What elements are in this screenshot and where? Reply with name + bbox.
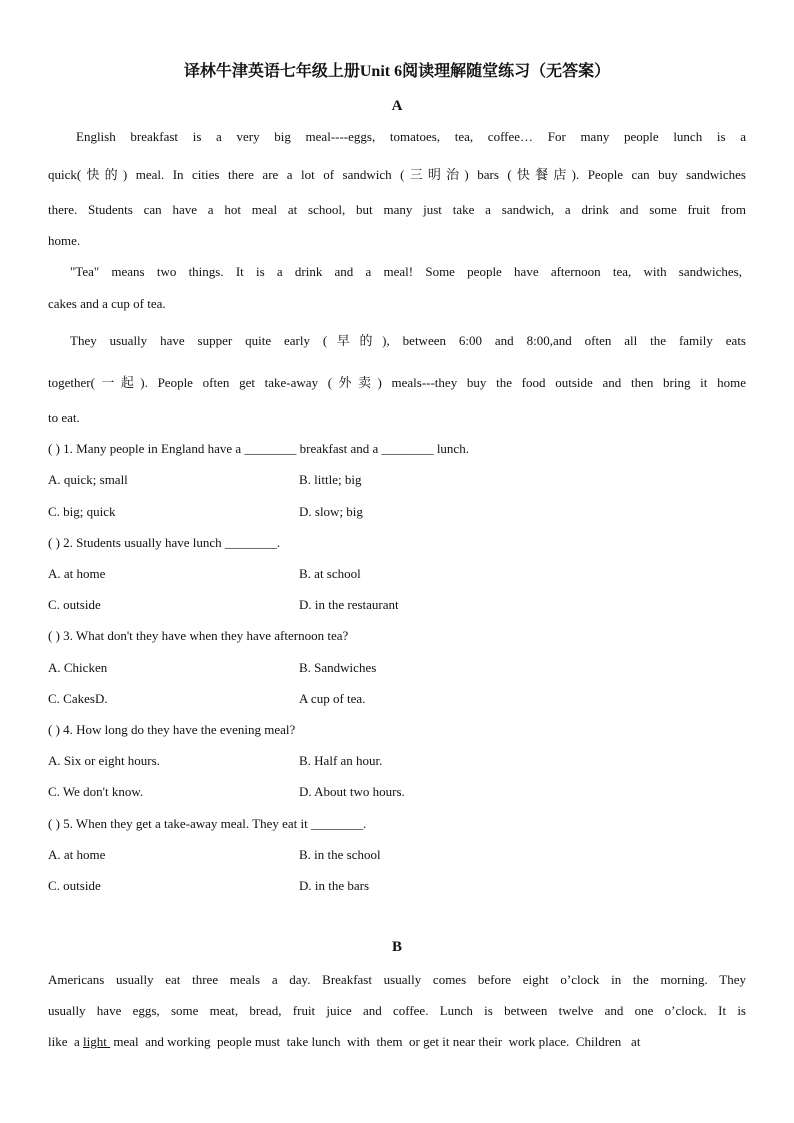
passage-b-line-3 (48, 1034, 746, 1050)
passage-a-line-6: cakes and a cup of tea. (48, 296, 166, 311)
passage-a-line-1: English breakfast is a very big meal----eggs, tomatoes, tea, coffee… For many people lunch is a (76, 129, 746, 144)
passage-a-line-3: there. Students can have a hot meal at school, but many just take a sandwich, a drink and some fruit from (48, 202, 746, 217)
question-1-option-b: B. little; big (299, 472, 362, 487)
question-2-option-a: A. at home (48, 566, 106, 581)
section-b-heading: B (391, 939, 402, 955)
question-4-stem: ( ) 4. How long do they have the evening meal? (48, 722, 296, 737)
passage-a-line-9: to eat. (48, 410, 80, 425)
question-3-stem: ( ) 3. What don't they have when they have afternoon tea? (48, 628, 349, 643)
question-1-stem: ( ) 1. Many people in England have a ________ breakfast and a ________ lunch. (48, 441, 469, 456)
question-4-option-d: D. About two hours. (299, 784, 405, 799)
passage-a-line-2: quick(快的) meal. In cities there are a lot of sandwich (三明治) bars (快餐店). People can buy sandwiches (48, 167, 746, 182)
passage-b-line-3-start: like a (48, 1034, 84, 1049)
passage-b-line-1: Americans usually eat three meals a day. Breakfast usually comes before eight o’clock in the morning. They (48, 972, 746, 987)
underlined-word-light: light (83, 1034, 111, 1049)
question-3-option-d: A cup of tea. (299, 691, 366, 706)
question-2-stem: ( ) 2. Students usually have lunch ________. (48, 535, 281, 550)
passage-b-line-3-end: meal and working people must take lunch with them or get it near their work place. Children at (110, 1034, 641, 1049)
passage-b-line-2: usually have eggs, some meat, bread, fruit juice and coffee. Lunch is between twelve and one o’clock. It is (48, 1003, 746, 1018)
question-3-option-c: C. CakesD. (48, 691, 108, 706)
question-2-option-d: D. in the restaurant (299, 597, 399, 612)
passage-a-line-7: They usually have supper quite early (早的), between 6:00 and 8:00,and often all the family eats (70, 333, 746, 348)
question-2-option-b: B. at school (299, 566, 361, 581)
passage-a-line-4: home. (48, 233, 81, 248)
question-5-option-b: B. in the school (299, 847, 381, 862)
question-1-option-c: C. big; quick (48, 504, 116, 519)
question-1-option-d: D. slow; big (299, 504, 363, 519)
question-5-option-c: C. outside (48, 878, 101, 893)
passage-a-line-8: together(一起). People often get take-away (外卖) meals---they buy the food outside and then bring it home (48, 375, 746, 390)
question-4-option-c: C. We don't know. (48, 784, 144, 799)
question-4-option-a: A. Six or eight hours. (48, 753, 160, 768)
question-3-option-a: A. Chicken (48, 660, 108, 675)
question-1-option-a: A. quick; small (48, 472, 128, 487)
question-5-option-a: A. at home (48, 847, 106, 862)
question-4-option-b: B. Half an hour. (299, 753, 383, 768)
section-a-heading: A (391, 98, 403, 114)
question-2-option-c: C. outside (48, 597, 101, 612)
question-3-option-b: B. Sandwiches (299, 660, 377, 675)
page-title: 译林牛津英语七年级上册Unit 6阅读理解随堂练习（无答案） (183, 63, 611, 80)
question-5-stem: ( ) 5. When they get a take-away meal. They eat it ________. (48, 816, 367, 831)
question-5-option-d: D. in the bars (299, 878, 370, 893)
passage-a-line-5: "Tea" means two things. It is a drink and a meal! Some people have afternoon tea, with sandwiches, (70, 264, 742, 279)
